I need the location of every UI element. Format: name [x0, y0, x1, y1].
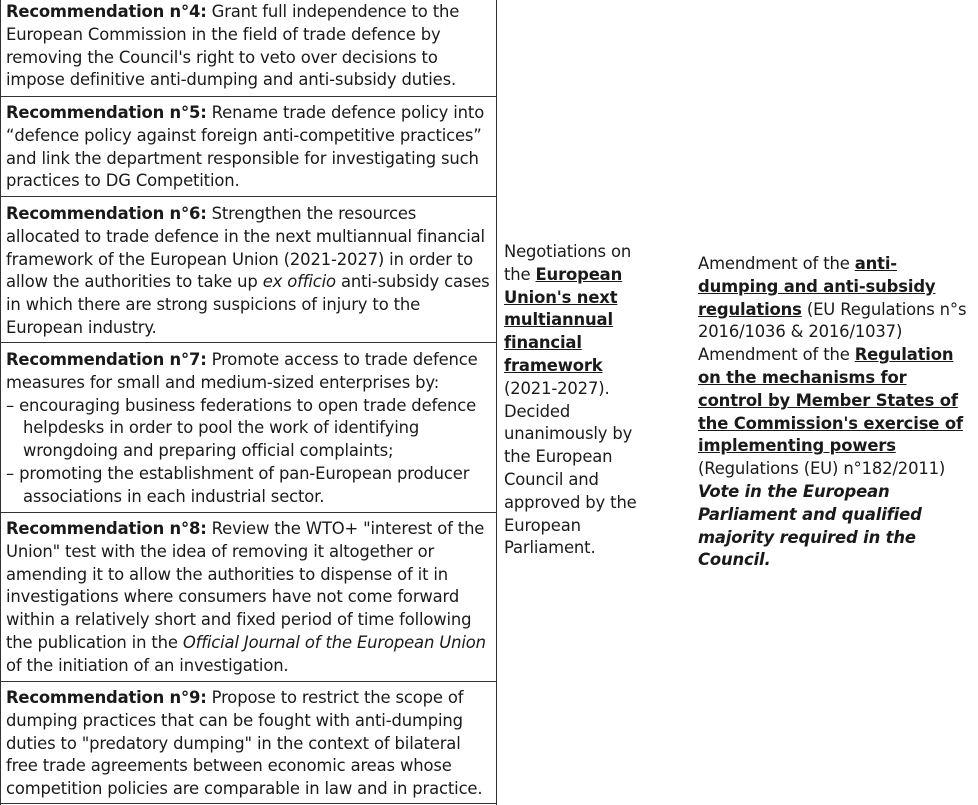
recommendation-label: Recommendation n°8: — [6, 519, 207, 538]
row-divider — [0, 342, 496, 343]
column-divider-middle — [496, 0, 497, 805]
row-divider — [0, 803, 496, 804]
column-divider-left — [0, 0, 1, 805]
italic-term: ex officio — [262, 272, 336, 292]
amendment-rest: (Regulations (EU) n°182/2011) — [698, 459, 946, 479]
negotiations-rest: (2021-2027). Decided unanimously by the European Council and approved by the European Parliament. — [504, 378, 637, 558]
row-divider — [0, 96, 496, 97]
journal-title: Official Journal of the European Union — [182, 632, 486, 652]
antidumping-regulations-link[interactable]: anti-dumping and anti-subsidy regulations — [698, 254, 936, 319]
amendments-cell — [698, 253, 970, 572]
recommendation-4 — [6, 1, 494, 92]
amendment-rest: (EU Regulations n°s 2016/1036 & 2016/1037) — [698, 299, 967, 342]
recommendation-text: Propose to restrict the scope of dumping practices that can be fought with anti-dumping duties to "predatory dumping" in the context of bilateral free trade agreements between economic areas whose competition policies are comparable in law and in practice. — [6, 688, 483, 799]
recommendation-8 — [6, 518, 494, 678]
row-divider — [0, 512, 496, 513]
list-item: – promoting the establishment of pan-European producer associations in each industrial sector. — [6, 463, 494, 509]
recommendation-label: Recommendation n°9: — [6, 688, 207, 707]
amendment-antidumping — [698, 253, 970, 344]
recommendation-text: Rename trade defence policy into “defence policy against foreign anti-competitive practices” and link the department responsible for investigating such practices to DG Competition. — [6, 103, 485, 191]
recommendation-text: Grant full independence to the European Commission in the field of trade defence by removing the Council's right to veto over decisions to impose definitive anti-dumping and anti-subsidy duties. — [6, 2, 460, 90]
recommendation-label: Recommendation n°4: — [6, 2, 207, 21]
negotiations-intro: Negotiations on the — [504, 242, 632, 284]
mff-link[interactable]: European Union's next multiannual financial framework — [504, 264, 623, 375]
vote-requirement: Vote in the European Parliament and qualified majority required in the Council. — [698, 481, 922, 570]
amendment-intro: Amendment of the — [698, 345, 855, 365]
recommendation-label: Recommendation n°7: — [6, 350, 207, 369]
recommendation-5 — [6, 102, 494, 193]
recommendation-6 — [6, 203, 494, 340]
bullet-list — [6, 395, 494, 509]
recommendation-label: Recommendation n°6: — [6, 204, 207, 223]
recommendation-9 — [6, 687, 494, 801]
recommendation-text: Promote access to trade defence measures for small and medium-sized enterprises by: — [6, 350, 478, 392]
list-item: – encouraging business federations to open trade defence helpdesks in order to pool the work of identifying wrongdoing and preparing official complaints; — [6, 395, 494, 463]
recommendation-text: Review the WTO+ "interest of the Union" test with the idea of removing it altogether or amending it to allow the authorities to dispense of it in investigations where consumers have not come forward within a relatively short and fixed period of time following the publication in the — [6, 519, 485, 652]
amendment-comitology — [698, 344, 970, 481]
row-divider — [0, 681, 496, 682]
implementing-powers-regulation-link[interactable]: Regulation on the mechanisms for control by Member States of the Commission's exercise of implementing powers — [698, 345, 963, 456]
negotiations-cell — [504, 241, 639, 560]
recommendation-text-end: of the initiation of an investigation. — [6, 655, 289, 675]
recommendation-text: Strengthen the resources allocated to trade defence in the next multiannual financial framework of the European Union (2021-2027) in order to allow the authorities to take up — [6, 204, 485, 292]
row-divider — [0, 196, 496, 197]
recommendation-label: Recommendation n°5: — [6, 103, 207, 122]
recommendation-7 — [6, 349, 494, 509]
amendment-intro: Amendment of the — [698, 254, 855, 273]
recommendation-text-end: anti-subsidy cases in which there are strong suspicions of injury to the European industry. — [6, 272, 490, 337]
